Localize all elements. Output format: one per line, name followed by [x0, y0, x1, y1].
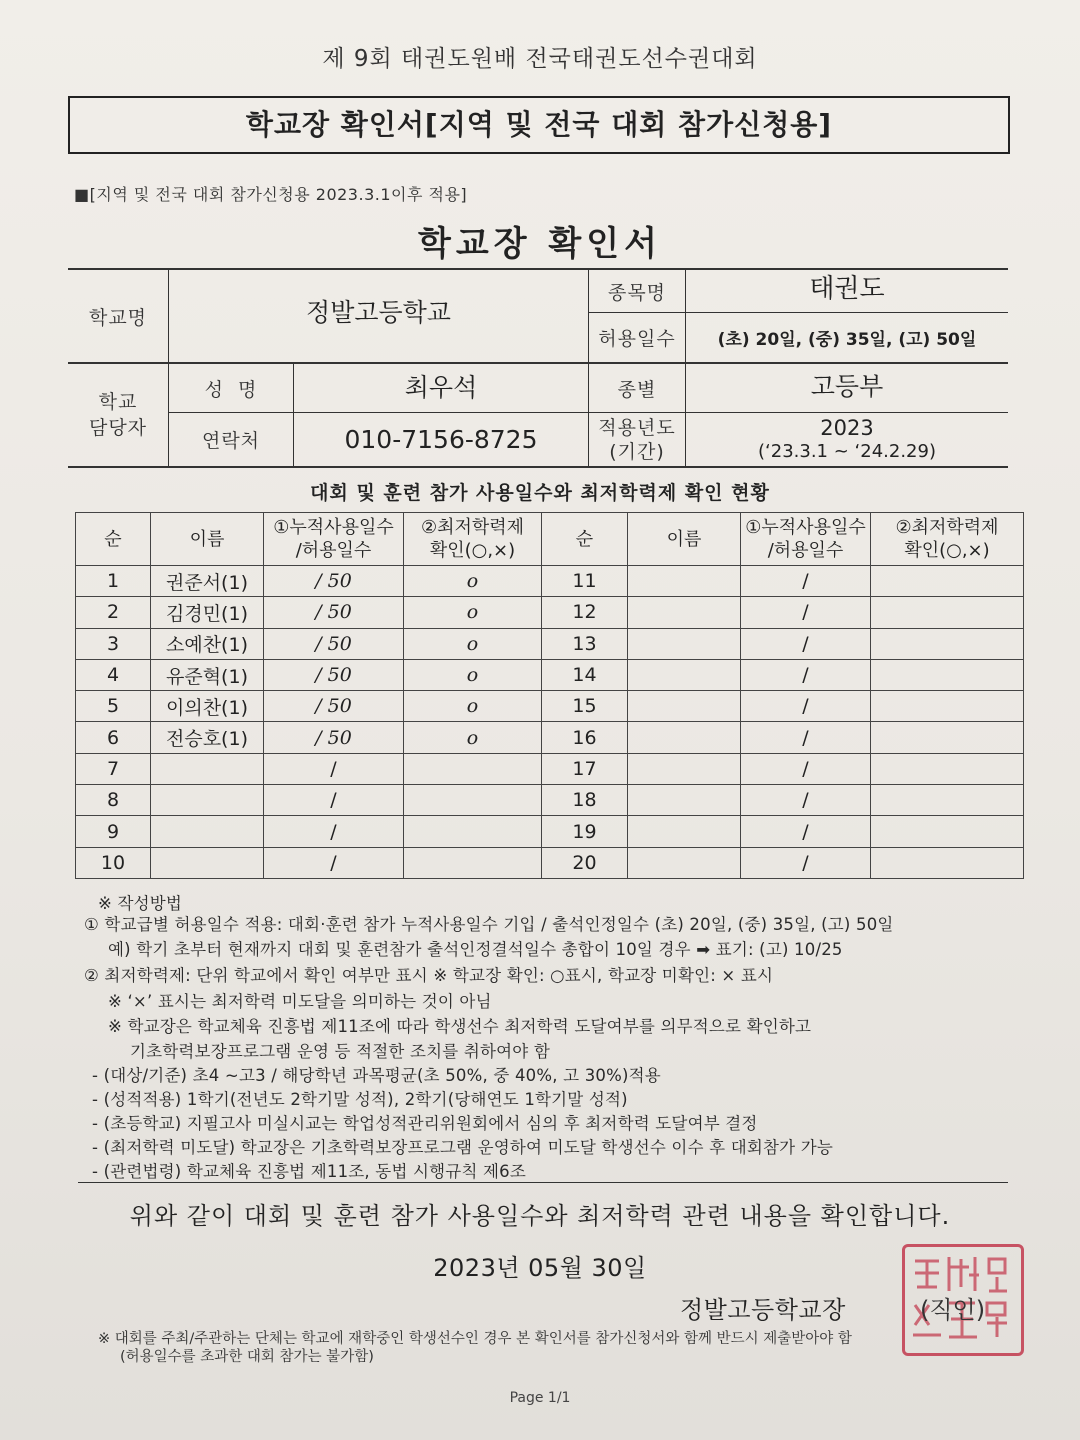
- col-check: ②최저학력제 확인(○,×): [404, 513, 542, 566]
- contact-label: 연락처: [201, 430, 261, 452]
- table-row: 5 이의찬(1) / 50 o 15 /: [76, 691, 1024, 722]
- manager-label: 학교 담당자: [88, 391, 148, 439]
- instruction-line: ※ 학교장은 학교체육 진흥법 제11조에 따라 학생선수 최저학력 도달여부를 의무적으로 확인하고: [108, 1017, 812, 1036]
- col-no: 순: [76, 513, 151, 566]
- year: 2023: [820, 415, 874, 440]
- period: (‘23.3.1 ~ ‘24.2.29): [758, 440, 936, 462]
- table-row: 4 유준혁(1) / 50 o 14 /: [76, 659, 1024, 690]
- col-days: ①누적사용일수 /허용일수: [264, 513, 404, 566]
- instructions-heading: ※ 작성방법: [98, 894, 183, 913]
- table-row: 3 소예찬(1) / 50 o 13 /: [76, 628, 1024, 659]
- instruction-line: ① 학교급별 허용일수 적용: 대회·훈련 참가 누적사용일수 기입 / 출석인정일수 (초) 20일, (중) 35일, (고) 50일: [84, 915, 894, 934]
- school-label: 학교명: [88, 306, 148, 329]
- allowed-days-label: 허용일수: [598, 328, 676, 350]
- instruction-line: 예) 학기 초부터 현재까지 대회 및 훈련참가 출석인정결석일수 총합이 10일 경우 ➡ 표기: (고) 10/25: [108, 940, 843, 959]
- form-title-box: 학교장 확인서[지역 및 전국 대회 참가신청용]: [68, 96, 1010, 154]
- division-value: 고등부: [810, 372, 884, 401]
- applicability-note: ■[지역 및 전국 대회 참가신청용 2023.3.1이후 적용]: [74, 185, 468, 204]
- table-row: 10 / 20 /: [76, 847, 1024, 878]
- instruction-line: - (대상/기준) 초4 ~고3 / 해당학년 과목평균(초 50%, 중 40%, 고 30%)적용: [92, 1066, 661, 1085]
- participants-table: [75, 512, 1024, 879]
- table-header-row: [76, 513, 1024, 566]
- confirmation-date: 2023년 05월 30일: [433, 1254, 647, 1282]
- instructions-divider: [78, 1182, 1008, 1183]
- division-label: 종별: [617, 378, 657, 401]
- instruction-line: - (최저학력 미도달) 학교장은 기초학력보장프로그램 운영하여 미도달 학생선수 이수 후 대회참가 가능: [92, 1138, 834, 1157]
- col-check: ②최저학력제 확인(○,×): [871, 513, 1024, 566]
- year-label: 적용년도 (기간): [598, 416, 676, 463]
- instruction-line: ※ ‘×’ 표시는 최저학력 미도달을 의미하는 것이 아님: [108, 992, 492, 1011]
- instruction-line: - (초등학교) 지필고사 미실시교는 학업성적관리위원회에서 심의 후 최저학력 도달여부 결정: [92, 1114, 758, 1133]
- sport-label: 종목명: [607, 281, 667, 304]
- instruction-line: - (성적적용) 1학기(전년도 2학기말 성적), 2학기(당해연도 1학기말 성적): [92, 1090, 628, 1109]
- table-row: 2 김경민(1) / 50 o 12 /: [76, 597, 1024, 628]
- sport-value: 태권도: [809, 273, 885, 304]
- principal-signer: 정발고등학교장: [680, 1296, 846, 1324]
- table-row: 8 / 18 /: [76, 785, 1024, 816]
- allowed-days-value: (초) 20일, (중) 35일, (고) 50일: [717, 330, 977, 350]
- col-name: 이름: [151, 513, 264, 566]
- manager-name: 최우석: [404, 373, 478, 402]
- table-row: 1 권준서(1) / 50 o 11 /: [76, 566, 1024, 597]
- table-row: 7 / 17 /: [76, 753, 1024, 784]
- seal-role-label: (직인): [920, 1296, 986, 1324]
- instruction-line: 기초학력보장프로그램 운영 등 적절한 조치를 취하여야 함: [130, 1042, 551, 1061]
- col-no: 순: [542, 513, 628, 566]
- col-days: ①누적사용일수 /허용일수: [741, 513, 871, 566]
- table-heading: 대회 및 훈련 참가 사용일수와 최저학력제 확인 현황: [310, 482, 770, 504]
- main-title: 학교장 확인서: [418, 224, 662, 264]
- table-row: 9 / 19 /: [76, 816, 1024, 847]
- table-row: 6 전승호(1) / 50 o 16 /: [76, 722, 1024, 753]
- instruction-line: ② 최저학력제: 단위 학교에서 확인 여부만 표시 ※ 학교장 확인: ○표시, 학교장 미확인: × 표시: [84, 966, 774, 985]
- name-label: 성 명: [204, 378, 258, 401]
- event-title: 제 9회 태권도원배 전국태권도선수권대회: [322, 46, 758, 72]
- instruction-line: - (관련법령) 학교체육 진흥법 제11조, 동법 시행규칙 제6조: [92, 1162, 526, 1181]
- contact-value: 010-7156-8725: [344, 425, 538, 454]
- page-number: Page 1/1: [509, 1390, 571, 1406]
- footer-note: ※ 대회를 주최/주관하는 단체는 학교에 재학중인 학생선수인 경우 본 확인서를 참가신청서와 함께 반드시 제출받아야 함 (허용일수를 초과한 대회 참가는 불가함): [98, 1331, 852, 1365]
- confirmation-statement: 위와 같이 대회 및 훈련 참가 사용일수와 최저학력 관련 내용을 확인합니다.: [129, 1202, 951, 1230]
- year-value: [686, 413, 1008, 466]
- school-name: 정발고등학교: [306, 298, 451, 327]
- col-name: 이름: [628, 513, 741, 566]
